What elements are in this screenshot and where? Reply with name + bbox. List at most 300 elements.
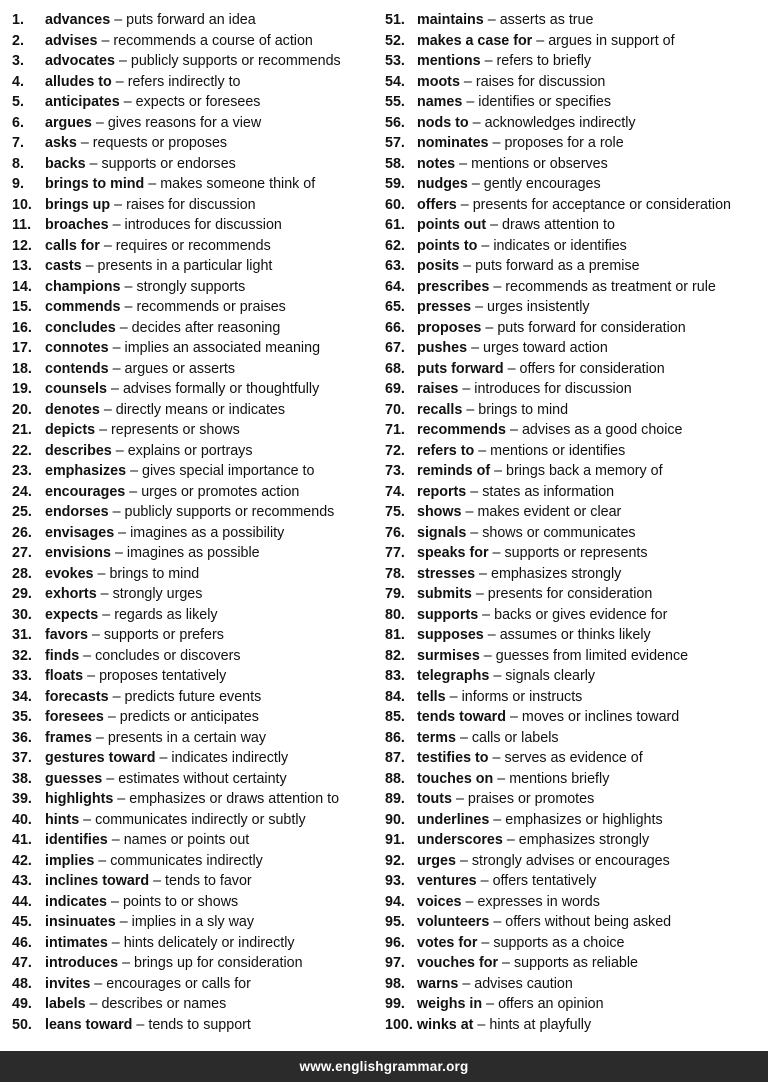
item-term: asks [45,135,77,151]
item-number: 74. [385,483,405,500]
item-number: 56. [385,114,405,131]
item-separator: – [487,12,496,28]
item-number: 90. [385,811,405,828]
item-definition: emphasizes strongly [518,832,650,848]
item-separator: – [102,606,111,623]
item-term: contends [45,360,109,377]
item-term: brings to mind [45,176,145,192]
item-term: insinuates [45,914,116,930]
right-column [385,10,763,1035]
item-definition: raises for discussion [126,196,256,213]
list-item [385,912,763,933]
item-separator: – [482,606,491,623]
item-definition: indicates or identifies [493,237,627,254]
item-separator: – [449,688,458,705]
item-number: 27. [12,545,32,561]
list-item [385,666,763,687]
item-number: 54. [385,73,405,90]
item-definition: puts forward as a premise [475,258,640,274]
item-separator: – [117,791,126,807]
item-term: points to [417,237,478,254]
item-term: supposes [417,627,484,643]
item-definition: publicly supports or recommends [124,504,335,520]
item-separator: – [485,319,494,336]
item-definition: backs or gives evidence for [494,606,668,623]
item-separator: – [493,914,502,930]
item-term: argues [45,114,92,131]
item-separator: – [483,647,492,664]
item-definition: advises as a good choice [521,422,683,438]
list-item [385,297,763,318]
list-item [385,482,763,503]
item-term: tells [417,688,446,705]
item-definition: mentions briefly [509,770,610,787]
item-separator: – [460,196,469,213]
item-separator: – [462,381,471,397]
item-term: advocates [45,53,115,69]
item-number: 43. [12,873,32,889]
item-separator: – [507,360,516,377]
item-number: 69. [385,381,405,397]
item-number: 35. [12,709,32,725]
item-number: 75. [385,504,405,520]
list-item [12,810,392,831]
list-item [385,133,763,154]
item-number: 42. [12,852,32,869]
item-definition: recommends a course of action [113,32,313,49]
item-definition: recommends as treatment or rule [505,278,716,295]
list-item [12,379,392,400]
item-number: 89. [385,791,405,807]
item-definition: decides after reasoning [131,319,281,336]
item-separator: – [136,1016,145,1033]
list-item [12,441,392,462]
list-item [12,646,392,667]
item-separator: – [98,852,107,869]
item-separator: – [129,483,138,500]
item-separator: – [115,442,124,459]
item-definition: brings to mind [109,565,200,582]
item-number: 97. [385,955,405,971]
item-separator: – [471,176,480,192]
item-separator: – [487,627,496,643]
list-item [12,543,392,564]
item-separator: – [124,299,133,315]
list-item [385,564,763,585]
item-number: 48. [12,975,32,992]
list-item [12,728,392,749]
item-term: moots [417,73,460,90]
list-item [385,318,763,339]
item-separator: – [112,217,121,233]
list-item [12,707,392,728]
item-number: 70. [385,401,405,418]
item-term: foresees [45,709,104,725]
item-number: 26. [12,524,32,541]
item-separator: – [493,278,502,295]
item-separator: – [114,196,123,213]
item-definition: gently encourages [483,176,601,192]
item-term: finds [45,647,80,664]
item-term: concludes [45,319,116,336]
item-definition: emphasizes or highlights [505,811,663,828]
item-separator: – [112,504,121,520]
list-item [385,892,763,913]
item-number: 73. [385,463,405,479]
list-item [12,994,392,1015]
item-definition: supports as a choice [493,934,625,951]
list-item [385,461,763,482]
list-item [385,195,763,216]
list-item [385,256,763,277]
item-definition: puts forward an idea [126,12,256,28]
item-number: 39. [12,791,32,807]
item-definition: communicates indirectly or subtly [95,811,306,828]
list-item [385,359,763,380]
item-term: points out [417,217,487,233]
item-separator: – [480,873,489,889]
item-term: floats [45,668,84,684]
item-definition: urges insistently [487,299,590,315]
item-number: 33. [12,668,32,684]
list-item [385,400,763,421]
item-term: winks at [417,1016,474,1033]
item-term: frames [45,729,92,746]
item-definition: puts forward for consideration [497,319,686,336]
item-number: 87. [385,750,405,766]
item-number: 85. [385,709,405,725]
list-item [385,810,763,831]
item-separator: – [95,729,104,746]
list-item [385,215,763,236]
list-item [385,707,763,728]
item-separator: – [492,135,501,151]
item-definition: tends to support [148,1016,251,1033]
item-number: 16. [12,319,32,336]
list-item [12,564,392,585]
item-definition: praises or promotes [467,791,595,807]
list-item [12,666,392,687]
item-separator: – [80,135,89,151]
list-item [385,92,763,113]
item-definition: recommends or praises [136,299,286,315]
item-term: votes for [417,934,478,951]
item-definition: states as information [482,483,615,500]
item-definition: presents in a certain way [107,729,266,746]
item-definition: communicates indirectly [110,852,263,869]
item-term: identifies [45,832,108,848]
list-item [12,974,392,995]
item-definition: brings to mind [478,401,569,418]
item-definition: expresses in words [477,893,600,910]
item-separator: – [493,811,502,828]
item-term: weighs in [417,996,483,1012]
item-number: 100. [385,1016,413,1033]
item-definition: offers for consideration [519,360,665,377]
item-separator: – [114,12,123,28]
item-definition: calls or labels [471,729,559,746]
list-item [12,502,392,523]
item-definition: hints delicately or indirectly [123,934,295,951]
item-separator: – [85,258,94,274]
list-item [12,256,392,277]
list-item [12,769,392,790]
list-item [385,10,763,31]
list-item [12,482,392,503]
item-definition: supports as reliable [514,955,638,971]
item-definition: supports or represents [504,545,648,561]
item-number: 65. [385,299,405,315]
list-item [12,851,392,872]
item-definition: predicts or anticipates [119,709,259,725]
item-separator: – [502,955,510,971]
item-definition: makes evident or clear [477,504,622,520]
item-number: 59. [385,176,405,192]
item-separator: – [497,770,506,787]
item-number: 17. [12,340,32,356]
item-separator: – [465,893,474,910]
list-item [12,871,392,892]
item-term: proposes [417,319,482,336]
item-separator: – [110,893,119,910]
item-definition: identifies or specifies [478,94,611,110]
list-item [385,113,763,134]
item-term: casts [45,258,82,274]
item-term: underlines [417,811,490,828]
item-term: labels [45,996,86,1012]
item-definition: signals clearly [505,668,596,684]
item-separator: – [118,53,127,69]
item-definition: offers without being asked [505,914,672,930]
list-item [12,461,392,482]
item-separator: – [112,360,121,377]
list-item [12,277,392,298]
item-definition: implies an associated meaning [124,340,321,356]
item-number: 55. [385,94,405,110]
item-definition: proposes tentatively [99,668,227,684]
item-separator: – [465,504,474,520]
item-separator: – [101,32,110,49]
item-term: offers [417,196,457,213]
list-item [385,871,763,892]
item-number: 34. [12,688,32,705]
item-term: presses [417,299,472,315]
item-definition: advises formally or thoughtfully [122,381,320,397]
item-definition: gives special importance to [142,463,315,479]
item-number: 10. [12,196,32,213]
item-separator: – [83,647,92,664]
item-term: leans toward [45,1016,133,1033]
item-separator: – [481,237,490,254]
item-number: 99. [385,996,405,1012]
item-separator: – [130,463,139,479]
item-separator: – [83,811,92,828]
item-term: advances [45,12,111,28]
item-term: envisages [45,524,115,541]
item-separator: – [470,524,479,541]
item-term: nudges [417,176,468,192]
footer-website-link[interactable]: www.englishgrammar.org [299,1059,469,1074]
item-term: recommends [417,422,506,438]
item-term: reports [417,483,467,500]
item-number: 21. [12,422,32,438]
item-number: 36. [12,729,32,746]
list-item [385,789,763,810]
list-item [12,584,392,605]
item-term: underscores [417,832,503,848]
list-item [12,174,392,195]
list-item [12,31,392,52]
item-number: 93. [385,873,405,889]
item-separator: – [475,299,484,315]
list-item [12,195,392,216]
item-separator: – [492,545,501,561]
item-number: 37. [12,750,32,766]
item-definition: emphasizes or draws attention to [129,791,340,807]
item-definition: guesses from limited evidence [495,647,689,664]
item-separator: – [94,975,103,992]
item-term: stresses [417,565,476,582]
item-definition: imagines as possible [126,545,260,561]
list-item [12,748,392,769]
item-term: indicates [45,893,107,910]
item-term: prescribes [417,278,490,295]
item-number: 78. [385,565,405,582]
item-definition: imagines as a possibility [130,524,285,541]
list-item [385,523,763,544]
item-definition: publicly supports or recommends [130,53,341,69]
item-definition: introduces for discussion [474,381,632,397]
item-term: invites [45,975,91,992]
item-term: denotes [45,401,100,418]
item-separator: – [475,586,484,602]
item-separator: – [100,586,109,602]
item-number: 71. [385,422,405,438]
item-separator: – [455,791,464,807]
item-term: tends toward [417,709,506,725]
item-separator: – [103,237,112,254]
item-term: describes [45,442,112,459]
item-number: 18. [12,360,32,377]
item-term: guesses [45,770,103,787]
item-term: hints [45,811,80,828]
item-term: gestures toward [45,750,156,766]
item-separator: – [87,668,96,684]
list-item [12,420,392,441]
item-separator: – [91,627,100,643]
item-term: anticipates [45,94,120,110]
item-number: 98. [385,975,405,992]
list-item [12,892,392,913]
item-term: posits [417,258,460,274]
item-separator: – [107,709,116,725]
item-term: voices [417,893,462,910]
item-number: 1. [12,12,24,28]
item-definition: predicts future events [124,688,262,705]
item-definition: assumes or thinks likely [499,627,651,643]
item-definition: strongly urges [112,586,203,602]
item-term: refers to [417,442,475,459]
item-term: brings up [45,196,111,213]
item-number: 66. [385,319,405,336]
item-term: intimates [45,934,108,951]
item-number: 49. [12,996,32,1012]
item-definition: urges toward action [483,340,608,356]
item-number: 62. [385,237,405,254]
item-term: urges [417,852,456,869]
item-definition: strongly supports [136,278,246,295]
item-term: counsels [45,381,107,397]
item-term: volunteers [417,914,490,930]
item-term: expects [45,606,99,623]
list-item [385,584,763,605]
item-definition: describes or names [101,996,227,1012]
list-item [385,933,763,954]
list-item [12,605,392,626]
item-number: 63. [385,258,405,274]
item-separator: – [112,688,121,705]
item-separator: – [478,442,487,459]
item-separator: – [459,852,468,869]
item-term: surmises [417,647,480,664]
item-definition: advises caution [474,975,573,992]
list-item [12,318,392,339]
list-item [385,830,763,851]
list-item [385,646,763,667]
item-separator: – [124,278,133,295]
item-separator: – [479,565,487,582]
item-definition: mentions or observes [471,155,608,172]
item-separator: – [486,996,495,1012]
list-item [12,830,392,851]
item-term: nominates [417,135,489,151]
item-definition: directly means or indicates [115,401,286,418]
item-term: supports [417,606,479,623]
item-separator: – [123,94,132,110]
item-separator: – [509,709,518,725]
item-definition: moves or inclines toward [521,709,680,725]
item-separator: – [89,996,98,1012]
item-term: mentions [417,53,481,69]
item-definition: makes someone think of [160,176,316,192]
item-definition: serves as evidence of [504,750,643,766]
item-separator: – [506,832,515,848]
item-number: 83. [385,668,405,684]
item-number: 29. [12,586,32,602]
item-separator: – [490,217,499,233]
list-item [12,154,392,175]
list-item [12,133,392,154]
item-number: 53. [385,53,405,69]
item-term: pushes [417,340,468,356]
item-number: 4. [12,73,24,90]
item-number: 13. [12,258,32,274]
item-definition: presents for acceptance or consideration [472,196,731,213]
item-number: 5. [12,94,24,110]
item-definition: requests or proposes [92,135,228,151]
item-number: 30. [12,606,32,623]
list-item [385,420,763,441]
item-number: 91. [385,832,405,848]
item-term: champions [45,278,121,295]
list-item [12,1015,392,1036]
item-number: 15. [12,299,32,315]
item-definition: refers to briefly [496,53,592,69]
item-separator: – [466,94,475,110]
item-definition: presents in a particular light [97,258,273,274]
item-number: 51. [385,12,405,28]
item-number: 77. [385,545,405,561]
